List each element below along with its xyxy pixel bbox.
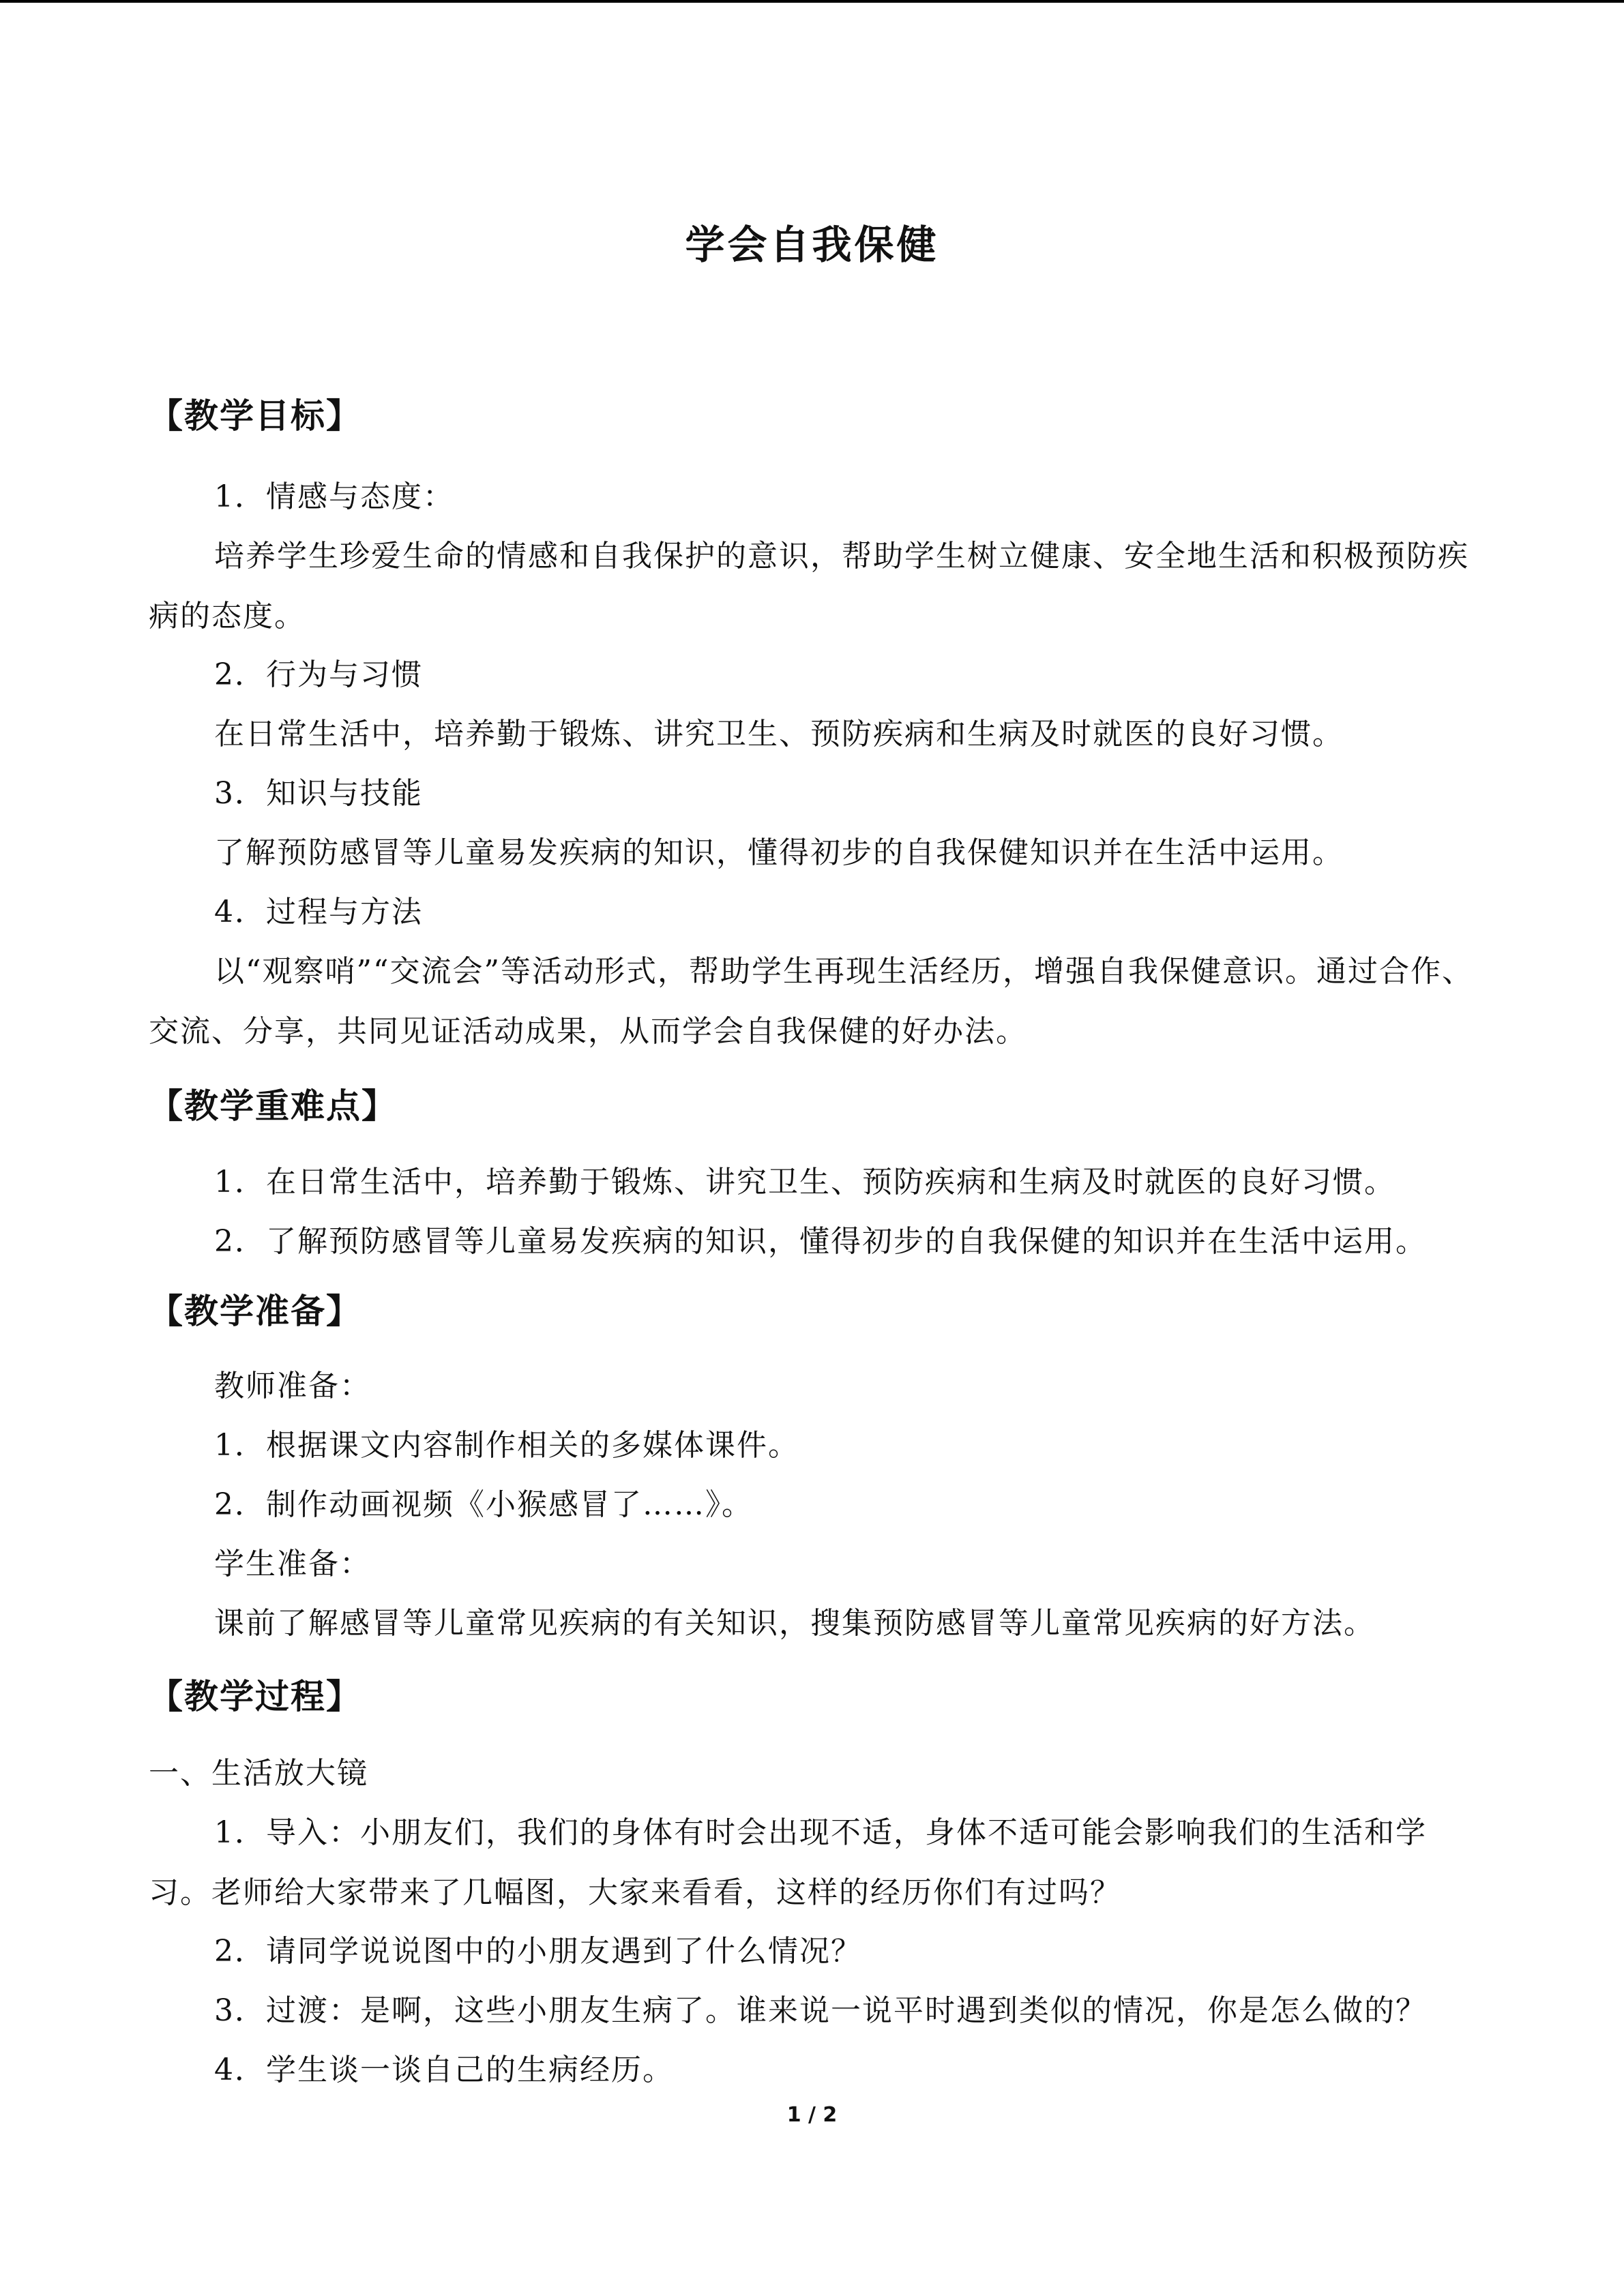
paragraph: 2．制作动画视频《小猴感冒了……》。 <box>214 1487 753 1522</box>
subheading: 一、生活放大镜 <box>149 1756 368 1791</box>
paragraph: 在日常生活中，培养勤于锻炼、讲究卫生、预防疾病和生病及时就医的良好习惯。 <box>214 717 1344 751</box>
paragraph: 3．过渡：是啊，这些小朋友生病了。谁来说一说平时遇到类似的情况，你是怎么做的？ <box>214 1993 1427 2028</box>
paragraph: 1．导入：小朋友们，我们的身体有时会出现不适，身体不适可能会影响我们的生活和学习。老师给大家带来了几幅图，大家来看看，这样的经历你们有过吗？ <box>149 1815 1427 1910</box>
paragraph: 2．了解预防感冒等儿童易发疾病的知识，懂得初步的自我保健的知识并在生活中运用。 <box>214 1224 1427 1259</box>
paragraph: 以“观察哨”“交流会”等活动形式，帮助学生再现生活经历，增强自我保健意识。通过合作、交流、分享，共同见证活动成果，从而学会自我保健的好办法。 <box>149 954 1473 1049</box>
page-title: 学会自我保健 <box>685 222 939 268</box>
section-heading-process: 【教学过程】 <box>149 1677 361 1716</box>
paragraph: 2．行为与习惯 <box>214 657 423 692</box>
paragraph: 1．在日常生活中，培养勤于锻炼、讲究卫生、预防疾病和生病及时就医的良好习惯。 <box>214 1165 1396 1199</box>
paragraph: 4．过程与方法 <box>214 895 423 929</box>
paragraph: 教师准备： <box>214 1369 371 1403</box>
paragraph: 了解预防感冒等儿童易发疾病的知识，懂得初步的自我保健知识并在生活中运用。 <box>214 835 1344 870</box>
section-heading-key-points: 【教学重难点】 <box>149 1086 397 1126</box>
paragraph: 1．情感与态度： <box>214 479 454 514</box>
paragraph: 课前了解感冒等儿童常见疾病的有关知识，搜集预防感冒等儿童常见疾病的好方法。 <box>214 1606 1375 1641</box>
paragraph: 3．知识与技能 <box>214 776 423 811</box>
paragraph: 学生准备： <box>214 1547 371 1581</box>
paragraph: 1．根据课文内容制作相关的多媒体课件。 <box>214 1428 799 1463</box>
section-heading-goals: 【教学目标】 <box>149 396 361 436</box>
paragraph: 培养学生珍爱生命的情感和自我保护的意识，帮助学生树立健康、安全地生活和积极预防疾病的态度。 <box>149 539 1469 633</box>
paragraph: 2．请同学说说图中的小朋友遇到了什么情况？ <box>214 1934 862 1969</box>
paragraph: 4．学生谈一谈自己的生病经历。 <box>214 2053 674 2087</box>
page-number: 1 / 2 <box>786 2103 838 2127</box>
top-border-line <box>0 0 1624 3</box>
section-heading-preparation: 【教学准备】 <box>149 1292 361 1331</box>
